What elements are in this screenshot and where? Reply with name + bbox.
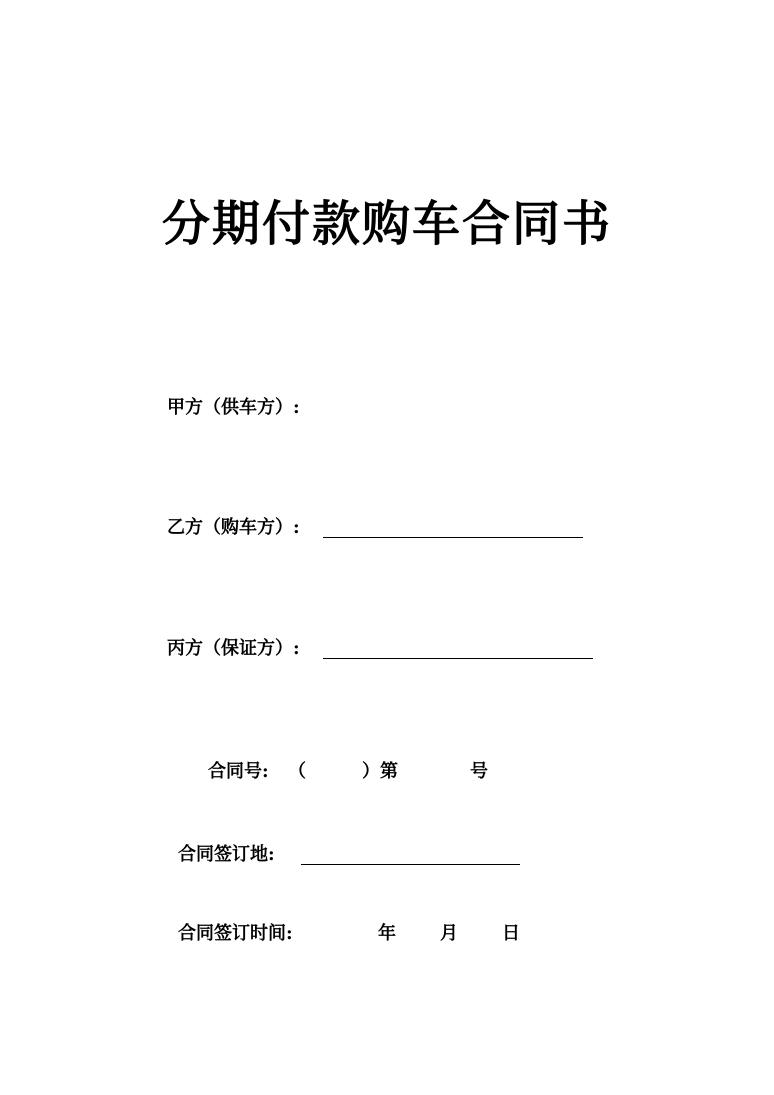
party-c-label: 丙方（保证方）:: [167, 638, 300, 659]
contract-number-label: 合同号:: [208, 761, 269, 782]
party-b-label: 乙方（购车方）:: [167, 517, 300, 538]
sign-time-month: 月: [440, 923, 458, 944]
sign-place-blank-line[interactable]: [301, 864, 520, 865]
contract-number-close-paren: ）第: [362, 761, 398, 782]
sign-time-day: 日: [502, 923, 520, 944]
sign-time-label: 合同签订时间:: [178, 923, 293, 944]
sign-place-label: 合同签订地:: [178, 844, 275, 865]
sign-time-year: 年: [378, 923, 396, 944]
party-b-blank-line[interactable]: [323, 537, 583, 538]
party-a-label: 甲方（供车方）:: [167, 397, 300, 418]
contract-number-suffix: 号: [470, 761, 488, 782]
page-title: 分期付款购车合同书: [161, 196, 612, 252]
party-c-blank-line[interactable]: [323, 658, 593, 659]
contract-number-open-paren: （: [288, 761, 306, 782]
